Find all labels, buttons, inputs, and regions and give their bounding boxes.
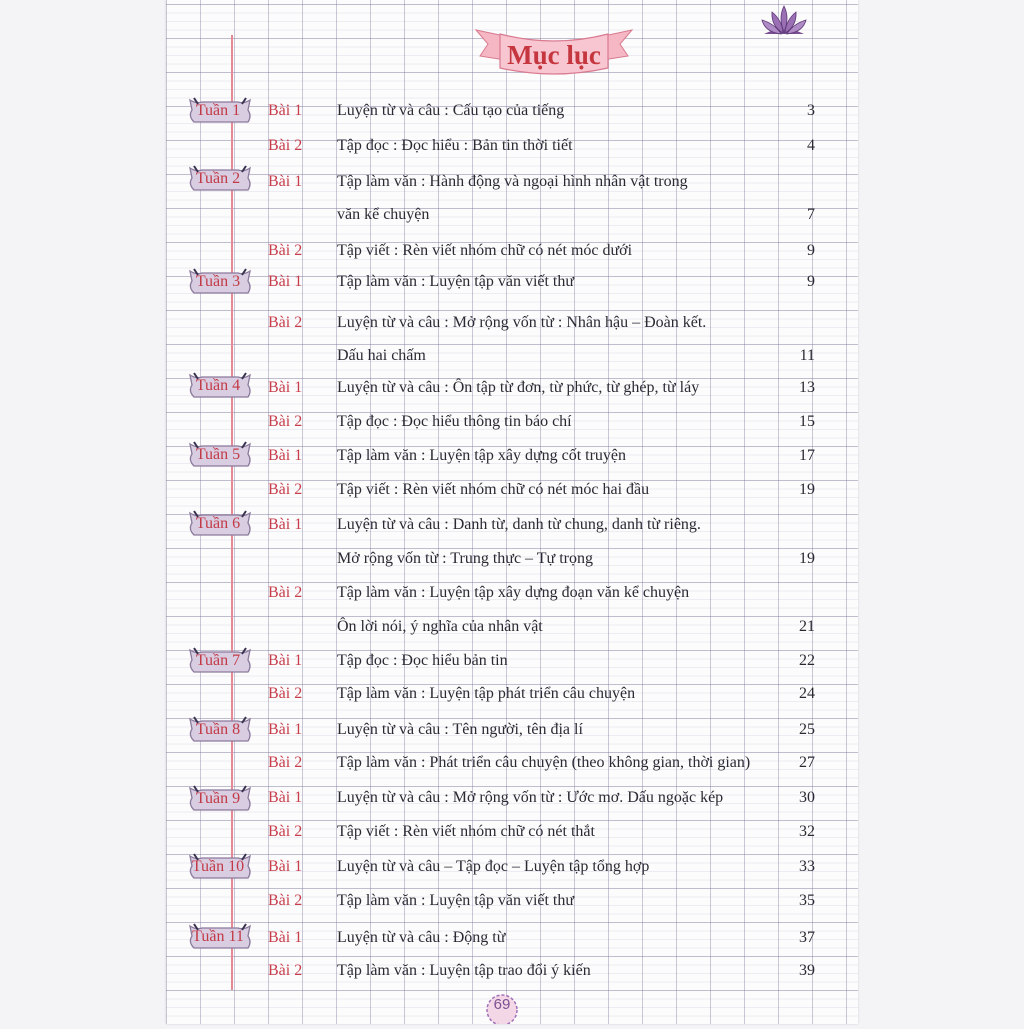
toc-page-number: 39 — [799, 962, 815, 979]
toc-entry-text: Tập đọc : Đọc hiểu : Bản tin thời tiết — [337, 137, 573, 154]
toc-page-number: 27 — [799, 754, 815, 771]
toc-page-number: 24 — [799, 685, 815, 702]
toc-page-number: 21 — [799, 618, 815, 635]
toc-entry-text: Mở rộng vốn từ : Trung thực – Tự trọng — [337, 550, 593, 567]
toc-entry-text: Tập làm văn : Luyện tập xây dựng đoạn văn kể chuyện — [337, 584, 690, 601]
lotus-icon — [759, 4, 809, 38]
toc-entry-text: Luyện từ và câu : Cấu tạo của tiếng — [337, 102, 565, 119]
toc-entry-text: Tập viết : Rèn viết nhóm chữ có nét móc dưới — [337, 242, 633, 259]
toc-page-number: 13 — [799, 379, 815, 396]
toc-entry-text: văn kể chuyện — [337, 206, 430, 223]
lesson-number: Bài 2 — [268, 137, 303, 154]
week-label: Tuần 3 — [195, 273, 241, 290]
title-banner — [474, 22, 634, 82]
week-tab — [186, 509, 254, 539]
week-label: Tuần 7 — [195, 652, 241, 669]
toc-entry-text: Tập làm văn : Luyện tập xây dựng cốt truyện — [337, 447, 627, 464]
lesson-number: Bài 2 — [268, 413, 303, 430]
toc-entry-text: Tập viết : Rèn viết nhóm chữ có nét thắt — [337, 823, 595, 840]
week-label: Tuần 4 — [195, 377, 241, 394]
lesson-number: Bài 1 — [268, 516, 303, 533]
toc-entry-text: Tập làm văn : Luyện tập văn viết thư — [337, 892, 575, 909]
lesson-number: Bài 1 — [268, 652, 303, 669]
page-number: 69 — [493, 996, 511, 1013]
week-label: Tuần 10 — [191, 858, 245, 875]
toc-entry-text: Dấu hai chấm — [337, 347, 426, 364]
toc-entry-text: Luyện từ và câu : Ôn tập từ đơn, từ phức, từ ghép, từ láy — [337, 379, 700, 396]
week-label: Tuần 2 — [195, 170, 241, 187]
lesson-number: Bài 2 — [268, 685, 303, 702]
lesson-number: Bài 1 — [268, 789, 303, 806]
toc-entry-text: Tập làm văn : Hành động và ngoại hình nhân vật trong — [337, 173, 688, 190]
week-label: Tuần 6 — [195, 515, 241, 532]
lesson-number: Bài 1 — [268, 447, 303, 464]
lesson-number: Bài 2 — [268, 962, 303, 979]
lesson-number: Bài 2 — [268, 242, 303, 259]
toc-page-number: 37 — [799, 929, 815, 946]
toc-page-number: 35 — [799, 892, 815, 909]
lesson-number: Bài 2 — [268, 754, 303, 771]
week-tab — [186, 164, 254, 194]
toc-page-number: 17 — [799, 447, 815, 464]
toc-entry-text: Luyện từ và câu : Mở rộng vốn từ : Ước mơ. Dấu ngoặc kép — [337, 789, 724, 806]
lesson-number: Bài 2 — [268, 892, 303, 909]
toc-page-number: 19 — [799, 550, 815, 567]
week-tab — [186, 852, 254, 882]
toc-page-number: 25 — [799, 721, 815, 738]
week-label: Tuần 1 — [195, 102, 241, 119]
lesson-number: Bài 1 — [268, 721, 303, 738]
week-tab — [186, 96, 254, 126]
toc-entry-text: Luyện từ và câu : Danh từ, danh từ chung, danh từ riêng. — [337, 516, 701, 533]
toc-entry-text: Tập viết : Rèn viết nhóm chữ có nét móc hai đầu — [337, 481, 650, 498]
toc-page-number: 3 — [807, 102, 815, 119]
lesson-number: Bài 1 — [268, 929, 303, 946]
toc-entry-text: Ôn lời nói, ý nghĩa của nhân vật — [337, 618, 543, 635]
toc-entry-text: Tập đọc : Đọc hiểu thông tin báo chí — [337, 413, 572, 430]
toc-entry-text: Tập làm văn : Luyện tập phát triển câu chuyện — [337, 685, 636, 702]
lesson-number: Bài 1 — [268, 173, 303, 190]
toc-page-number: 7 — [807, 206, 815, 223]
toc-page-number: 19 — [799, 481, 815, 498]
toc-entry-text: Luyện từ và câu – Tập đọc – Luyện tập tổng hợp — [337, 858, 650, 875]
week-label: Tuần 11 — [192, 928, 244, 945]
toc-page-number: 4 — [807, 137, 815, 154]
toc-page-number: 15 — [799, 413, 815, 430]
week-tab — [186, 371, 254, 401]
toc-entry-text: Luyện từ và câu : Tên người, tên địa lí — [337, 721, 583, 738]
week-tab — [186, 267, 254, 297]
lesson-number: Bài 2 — [268, 823, 303, 840]
lesson-number: Bài 1 — [268, 379, 303, 396]
toc-entry-text: Tập đọc : Đọc hiểu bản tin — [337, 652, 508, 669]
week-tab — [186, 646, 254, 676]
page-title: Mục lục — [507, 40, 601, 70]
lesson-number: Bài 1 — [268, 102, 303, 119]
week-label: Tuần 5 — [195, 446, 241, 463]
week-label: Tuần 8 — [195, 721, 241, 738]
toc-page-number: 32 — [799, 823, 815, 840]
toc-entry-text: Luyện từ và câu : Mở rộng vốn từ : Nhân hậu – Đoàn kết. — [337, 314, 707, 331]
week-tab — [186, 440, 254, 470]
week-tab — [186, 784, 254, 814]
lesson-number: Bài 1 — [268, 273, 303, 290]
toc-page-number: 33 — [799, 858, 815, 875]
toc-page-number: 9 — [807, 273, 815, 290]
toc-entry-text: Tập làm văn : Luyện tập văn viết thư — [337, 273, 575, 290]
toc-entry-text: Luyện từ và câu : Động từ — [337, 929, 506, 946]
week-tab — [186, 922, 254, 952]
lesson-number: Bài 1 — [268, 858, 303, 875]
page-number-badge — [480, 988, 524, 1024]
lesson-number: Bài 2 — [268, 584, 303, 601]
week-label: Tuần 9 — [195, 790, 241, 807]
lesson-number: Bài 2 — [268, 314, 303, 331]
toc-page-number: 22 — [799, 652, 815, 669]
toc-page-number: 30 — [799, 789, 815, 806]
lesson-number: Bài 2 — [268, 481, 303, 498]
toc-page-number: 11 — [799, 347, 815, 364]
toc-entry-text: Tập làm văn : Phát triển câu chuyện (theo không gian, thời gian) — [337, 754, 751, 771]
toc-page-number: 9 — [807, 242, 815, 259]
toc-entry-text: Tập làm văn : Luyện tập trao đổi ý kiến — [337, 962, 591, 979]
week-tab — [186, 715, 254, 745]
